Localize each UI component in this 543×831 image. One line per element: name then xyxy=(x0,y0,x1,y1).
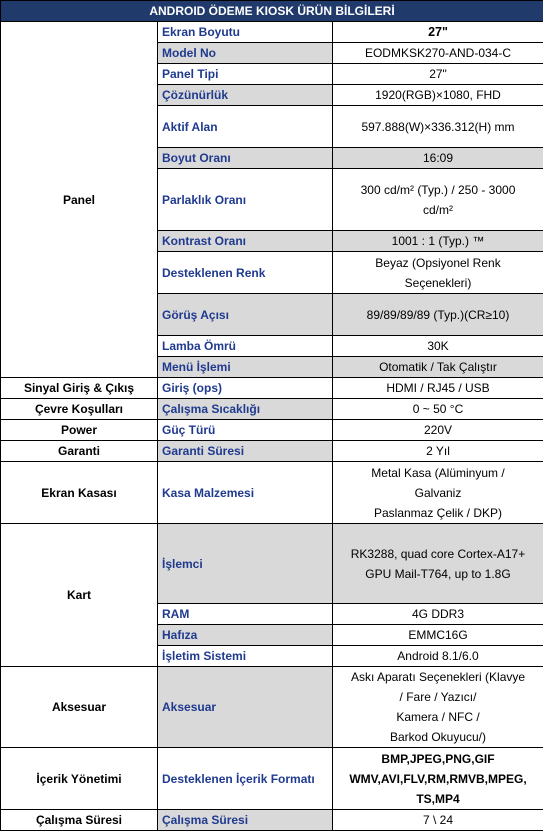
category-power: Power xyxy=(1,420,158,441)
table-title: ANDROID ÖDEME KIOSK ÜRÜN BİLGİLERİ xyxy=(1,1,543,22)
row-label-viewing-angle: Görüş Açısı xyxy=(158,294,333,336)
value-line: RK3288, quad core Cortex-A17+ xyxy=(337,544,539,564)
value-line: Paslanmaz Çelik / DKP) xyxy=(337,503,539,523)
value-line: GPU Mail-T764, up to 1.8G xyxy=(337,564,539,584)
row-value-ram: 4G DDR3 xyxy=(333,604,543,625)
row-label-model-no: Model No xyxy=(158,43,333,64)
row-value-lamp-life: 30K xyxy=(333,336,543,357)
row-label-panel-type: Panel Tipi xyxy=(158,64,333,85)
row-label-supported-color: Desteklenen Renk xyxy=(158,252,333,294)
row-label-input: Giriş (ops) xyxy=(158,378,333,399)
row-value-storage: EMMC16G xyxy=(333,625,543,646)
row-value-menu-operation: Otomatik / Tak Çalıştır xyxy=(333,357,543,378)
row-value-os: Android 8.1/6.0 xyxy=(333,646,543,667)
row-value-aspect-ratio: 16:09 xyxy=(333,148,543,169)
row-label-case-material: Kasa Malzemesi xyxy=(158,462,333,524)
row-value-case-material xyxy=(333,462,543,524)
row-label-warranty: Garanti Süresi xyxy=(158,441,333,462)
row-label-active-area: Aktif Alan xyxy=(158,106,333,148)
value-line: WMV,AVI,FLV,RM,RMVB,MPEG, xyxy=(337,769,539,789)
category-runtime: Çalışma Süresi xyxy=(1,810,158,831)
value-line: Beyaz (Opsiyonel Renk xyxy=(337,253,539,273)
category-environment: Çevre Koşulları xyxy=(1,399,158,420)
row-label-brightness: Parlaklık Oranı xyxy=(158,169,333,231)
row-label-accessory: Aksesuar xyxy=(158,667,333,748)
row-value-content-format xyxy=(333,748,543,810)
value-line: Askı Aparatı Seçenekleri (Klavye xyxy=(337,667,539,687)
category-accessory: Aksesuar xyxy=(1,667,158,748)
value-line: Barkod Okuyucu/) xyxy=(337,727,539,747)
row-label-lamp-life: Lamba Ömrü xyxy=(158,336,333,357)
row-value-input: HDMI / RJ45 / USB xyxy=(333,378,543,399)
row-label-storage: Hafıza xyxy=(158,625,333,646)
row-label-screen-size: Ekran Boyutu xyxy=(158,22,333,43)
row-label-menu-operation: Menü İşlemi xyxy=(158,357,333,378)
row-label-os: İşletim Sistemi xyxy=(158,646,333,667)
category-content: İçerik Yönetimi xyxy=(1,748,158,810)
row-value-accessory xyxy=(333,667,543,748)
category-signal: Sinyal Giriş & Çıkış xyxy=(1,378,158,399)
row-label-aspect-ratio: Boyut Oranı xyxy=(158,148,333,169)
value-line: TS,MP4 xyxy=(337,789,539,809)
row-value-operating-temp: 0 ~ 50 °C xyxy=(333,399,543,420)
value-line: / Fare / Yazıcı/ xyxy=(337,687,539,707)
row-value-warranty: 2 Yıl xyxy=(333,441,543,462)
value-line: 300 cd/m² (Typ.) / 250 - 3000 xyxy=(337,180,539,200)
category-case: Ekran Kasası xyxy=(1,462,158,524)
row-value-resolution: 1920(RGB)×1080, FHD xyxy=(333,85,543,106)
row-value-processor xyxy=(333,524,543,604)
row-label-resolution: Çözünürlük xyxy=(158,85,333,106)
row-label-content-format: Desteklenen İçerik Formatı xyxy=(158,748,333,810)
row-label-operating-temp: Çalışma Sıcaklığı xyxy=(158,399,333,420)
category-panel: Panel xyxy=(1,22,158,378)
row-label-power-type: Güç Türü xyxy=(158,420,333,441)
row-value-contrast: 1001 : 1 (Typ.) ™ xyxy=(333,231,543,252)
value-line: Metal Kasa (Alüminyum / xyxy=(337,463,539,483)
row-label-processor: İşlemci xyxy=(158,524,333,604)
row-value-power-type: 220V xyxy=(333,420,543,441)
row-value-brightness xyxy=(333,169,543,231)
row-value-active-area: 597.888(W)×336.312(H) mm xyxy=(333,106,543,148)
category-warranty: Garanti xyxy=(1,441,158,462)
category-card: Kart xyxy=(1,524,158,667)
value-line: Kamera / NFC / xyxy=(337,707,539,727)
row-value-supported-color xyxy=(333,252,543,294)
value-line: Galvaniz xyxy=(337,483,539,503)
row-value-runtime: 7 \ 24 xyxy=(333,810,543,831)
row-value-viewing-angle: 89/89/89/89 (Typ.)(CR≥10) xyxy=(333,294,543,336)
value-line: cd/m² xyxy=(337,200,539,220)
row-value-model-no: EODMKSK270-AND-034-C xyxy=(333,43,543,64)
value-line: Seçenekleri) xyxy=(337,273,539,293)
row-value-screen-size: 27" xyxy=(333,22,543,43)
value-line: BMP,JPEG,PNG,GIF xyxy=(337,749,539,769)
row-label-ram: RAM xyxy=(158,604,333,625)
row-label-contrast: Kontrast Oranı xyxy=(158,231,333,252)
row-label-runtime: Çalışma Süresi xyxy=(158,810,333,831)
row-value-panel-type: 27" xyxy=(333,64,543,85)
